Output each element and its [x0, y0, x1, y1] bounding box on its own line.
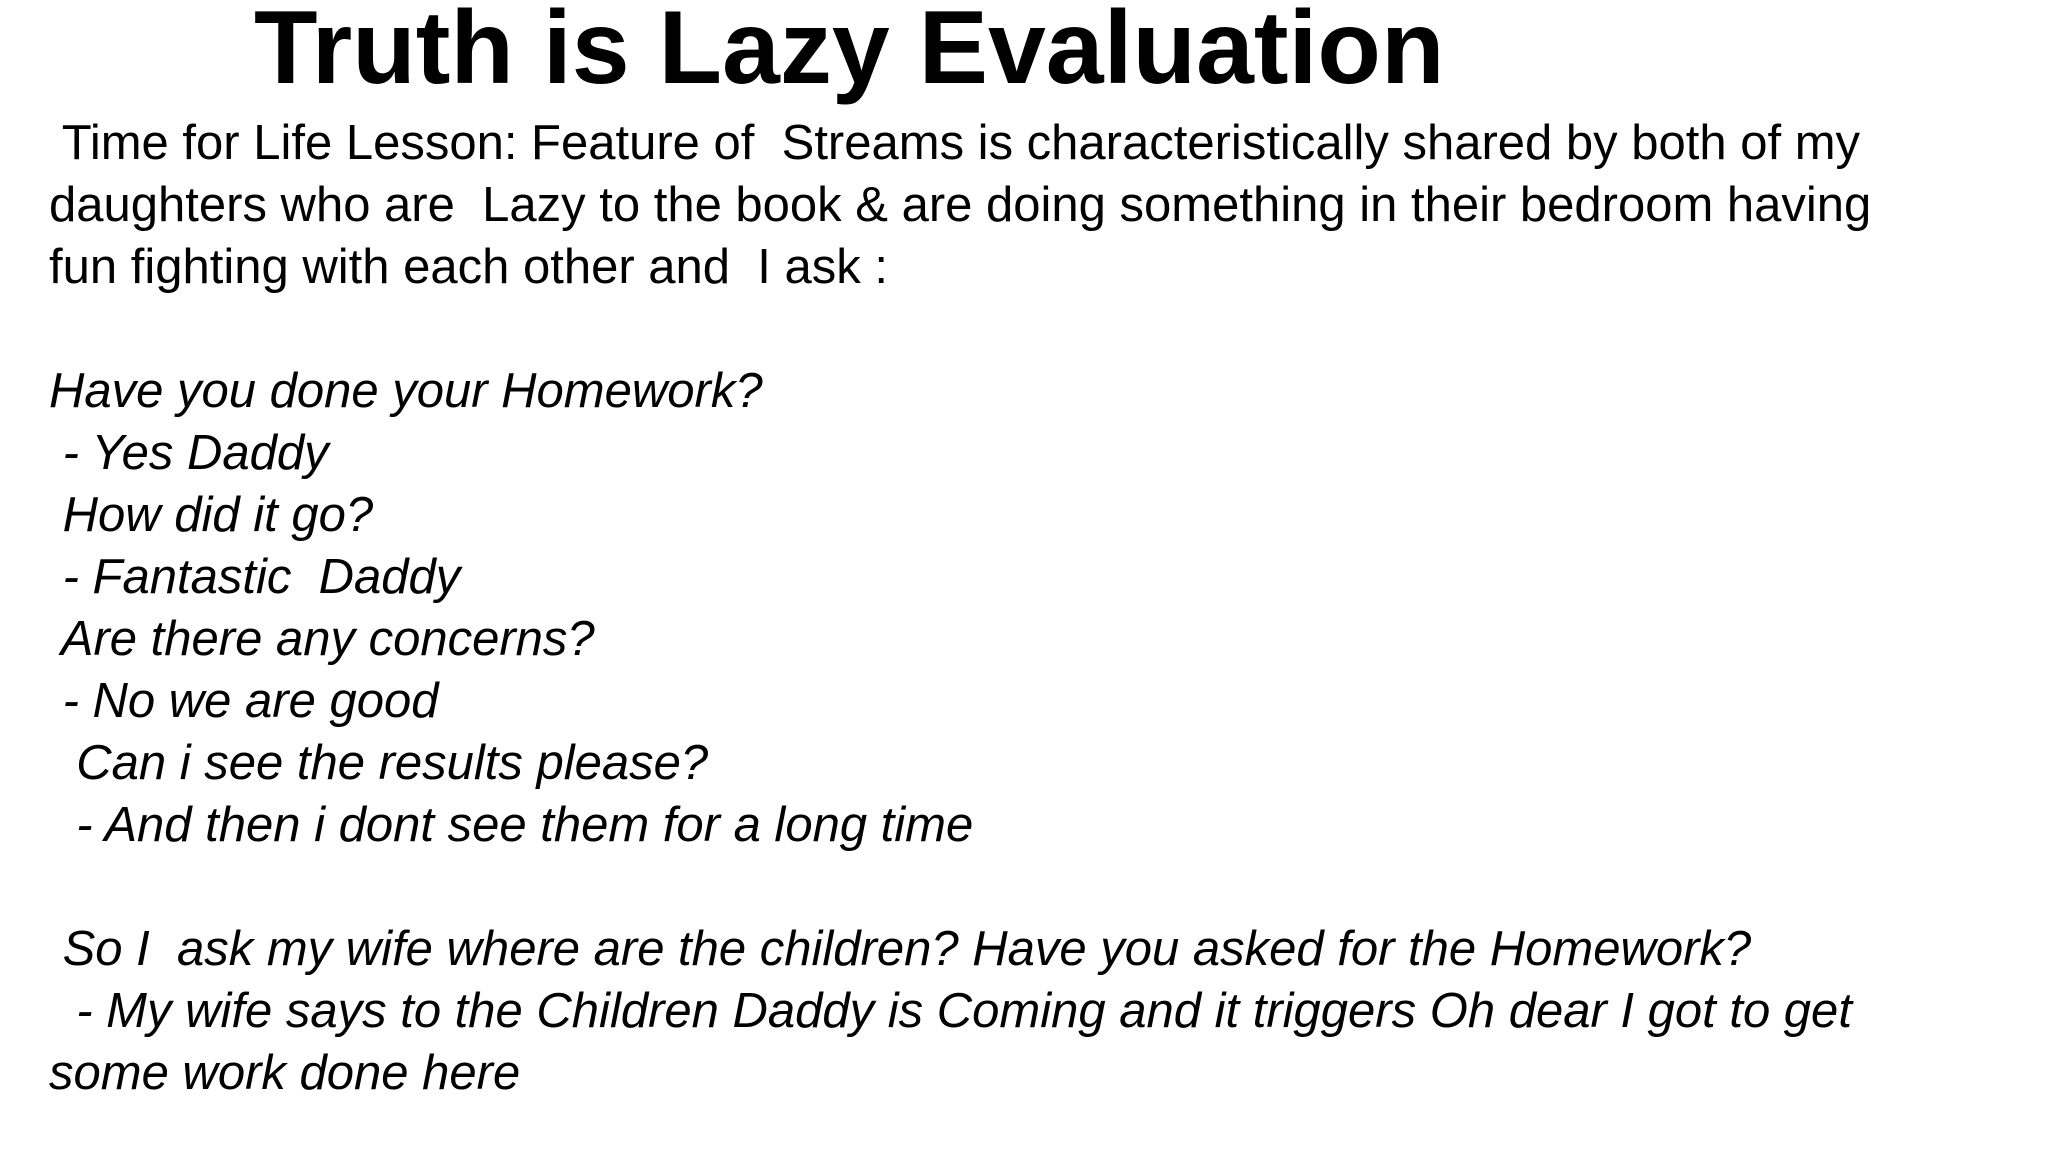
- paragraph-spacer: [49, 298, 2009, 360]
- dialogue-paragraph: [49, 360, 2009, 856]
- slide-body: [49, 112, 2009, 1104]
- dialogue-line: How did it go?: [49, 488, 374, 542]
- dialogue-line: - Yes Daddy: [49, 426, 329, 480]
- closing-paragraph: [49, 918, 2009, 1104]
- dialogue-line: - Fantastic Daddy: [49, 550, 461, 604]
- dialogue-line: Have you done your Homework?: [49, 364, 763, 418]
- closing-line: So I ask my wife where are the children? Have you asked for the Homework?: [49, 922, 1752, 976]
- dialogue-line: Are there any concerns?: [49, 612, 595, 666]
- closing-line: - My wife says to the Children Daddy is Coming and it triggers Oh dear I got to get: [49, 984, 1852, 1038]
- intro-line: fun fighting with each other and I ask :: [49, 240, 888, 294]
- dialogue-line: - And then i dont see them for a long time: [49, 798, 974, 852]
- slide-title: Truth is Lazy Evaluation: [254, 0, 1445, 106]
- closing-line: some work done here: [49, 1046, 521, 1100]
- intro-paragraph: [49, 112, 2009, 298]
- intro-line: daughters who are Lazy to the book & are doing something in their bedroom having: [49, 178, 1872, 232]
- intro-line: Time for Life Lesson: Feature of Streams is characteristically shared by both of my: [49, 116, 1861, 170]
- dialogue-line: Can i see the results please?: [49, 736, 709, 790]
- dialogue-line: - No we are good: [49, 674, 439, 728]
- paragraph-spacer: [49, 856, 2009, 918]
